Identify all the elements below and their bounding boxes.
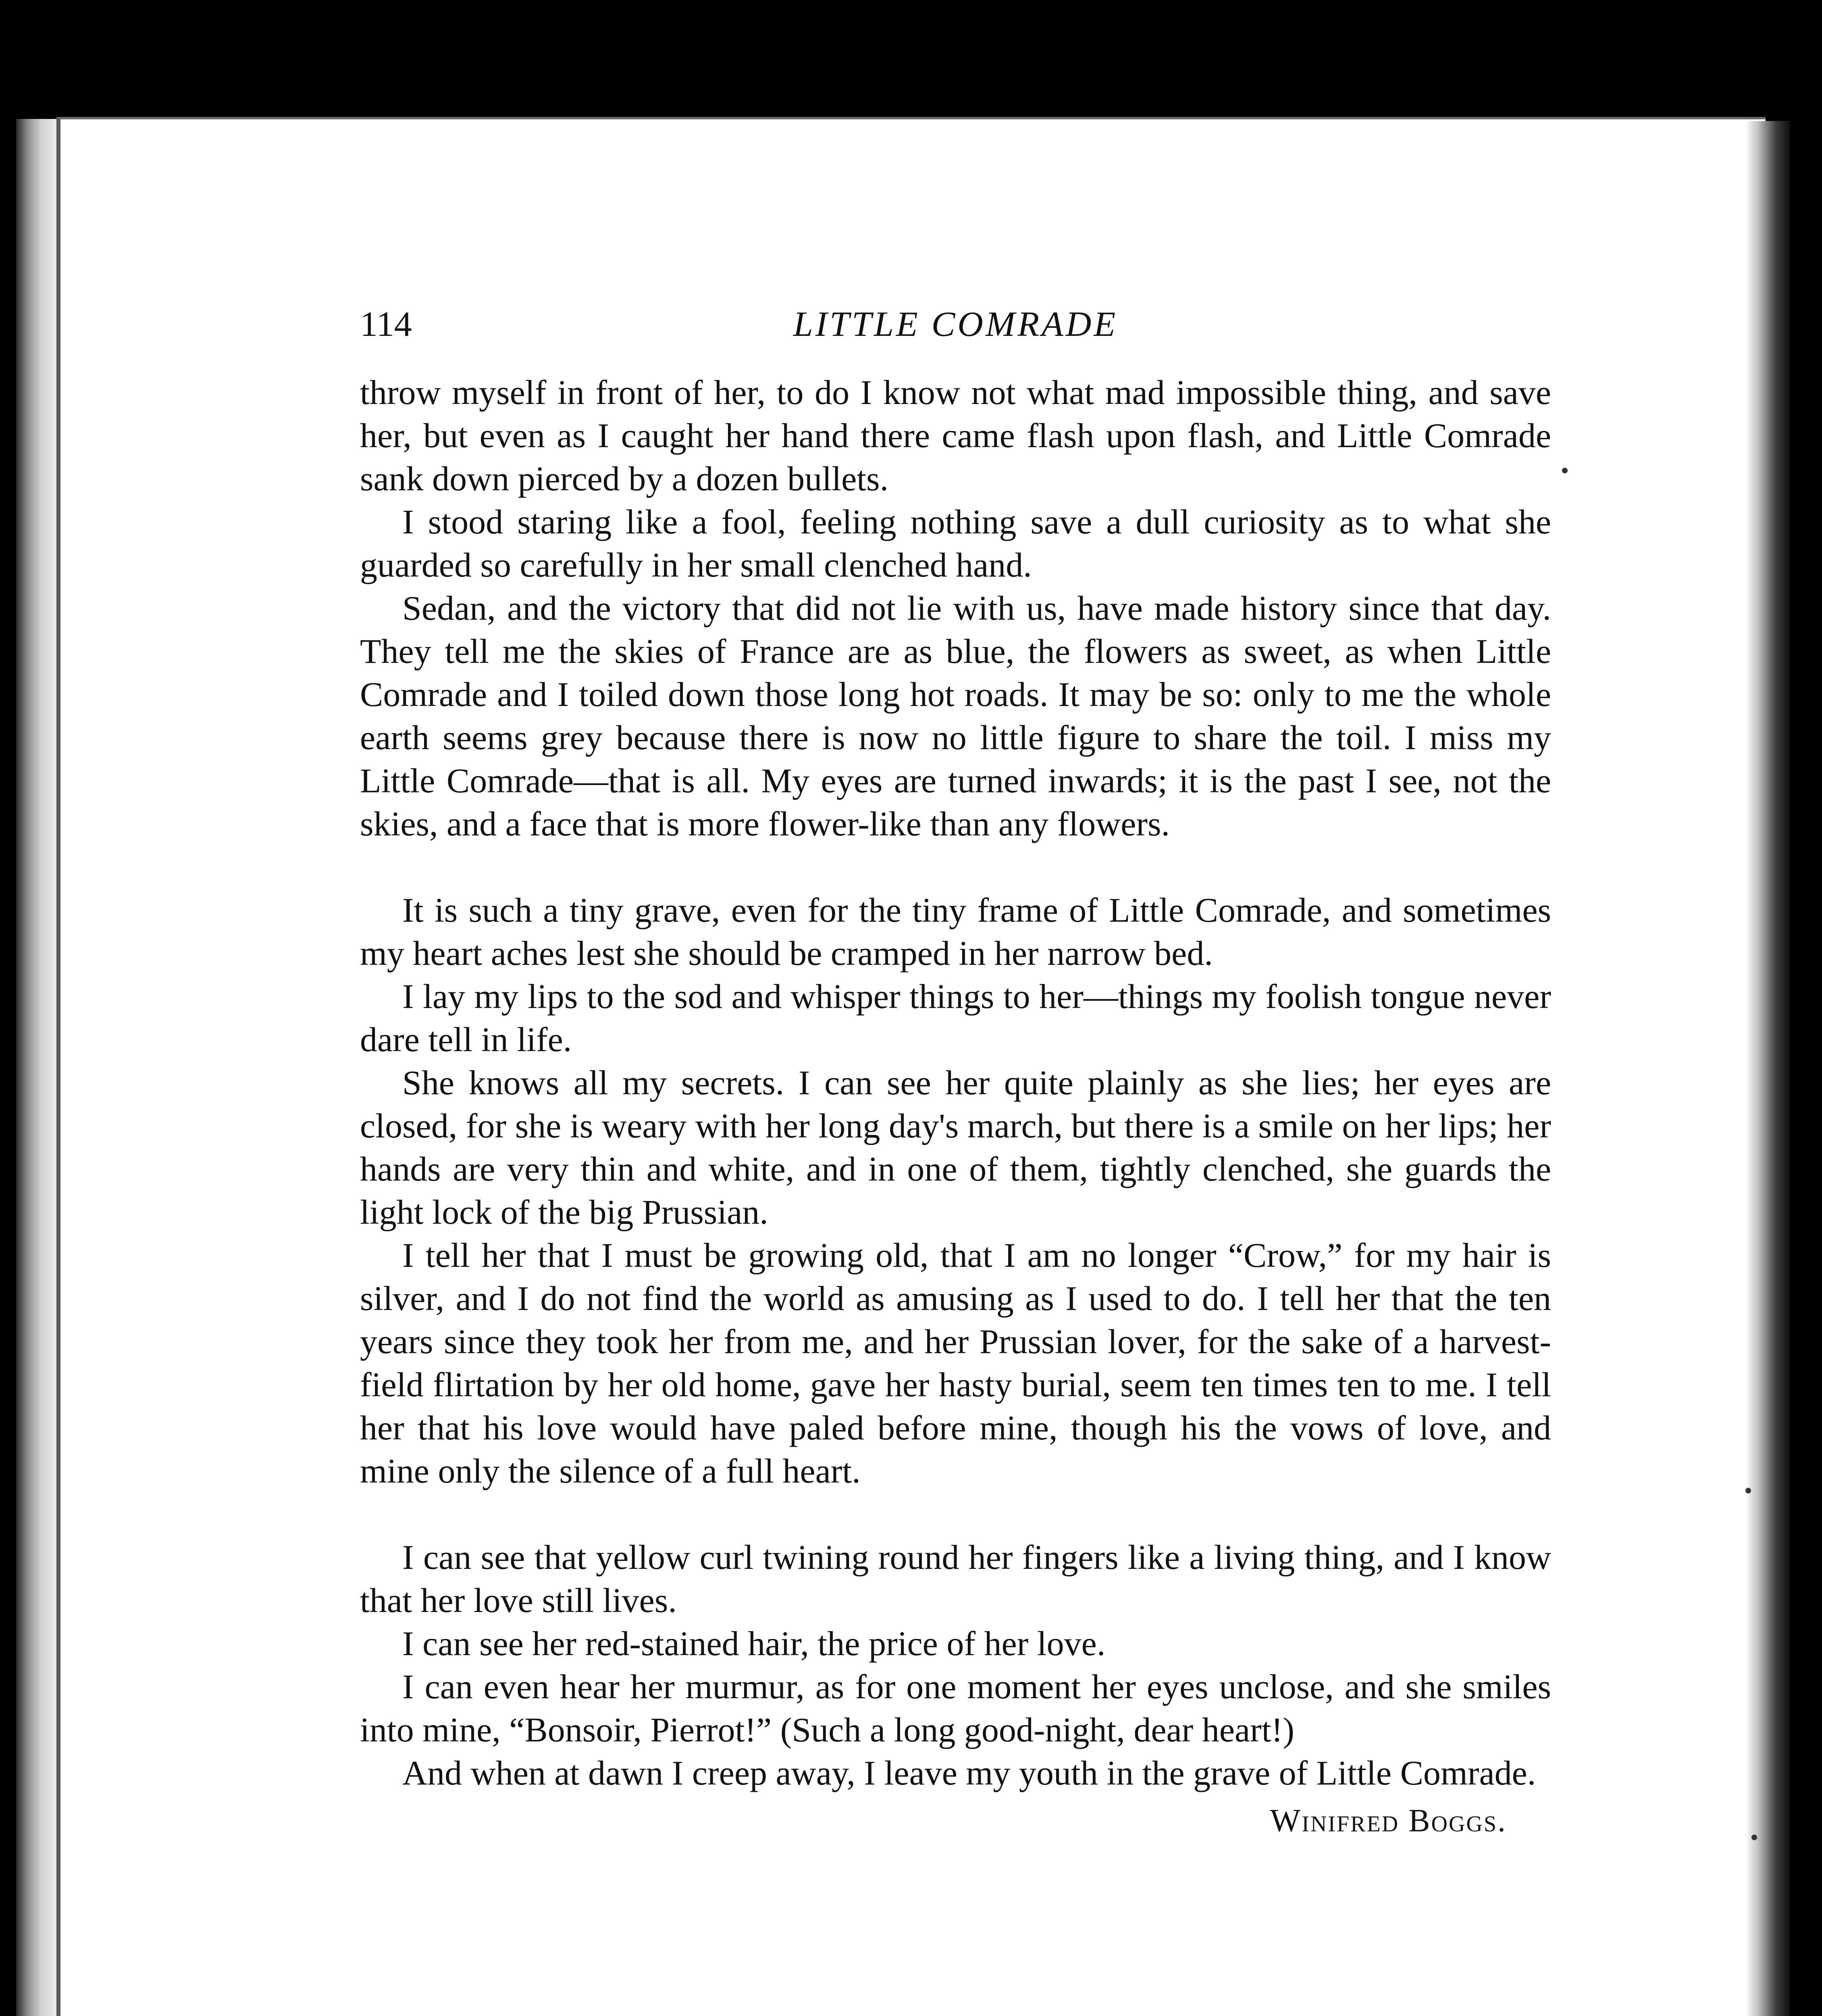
paragraph: And when at dawn I creep away, I leave my youth in the grave of Little Comrade. (402, 1754, 1536, 1792)
scan-speck (1751, 1835, 1757, 1840)
spine-shadow (1745, 121, 1790, 2016)
paragraph: I can see her red-stained hair, the price of her love. (402, 1624, 1106, 1663)
paragraph: I tell her that I must be growing old, that I am no longer “Crow,” for my hair is silver, and I do not find the world as amusing as I used to do. I tell her that the ten years since they took her from me, and her Prussian lover, for the sake of a harvest-field flirtation by her old home, gave her hasty burial, seem ten times ten to me. I tell her that his love would have paled before mine, though his the vows of love, and mine only the silence of a full heart. (360, 1236, 1551, 1490)
running-title: LITTLE COMRADE (793, 305, 1118, 344)
running-head (360, 298, 1551, 351)
paragraph: I lay my lips to the sod and whisper things to her—things my foolish tongue never dare tell in life. (360, 977, 1551, 1059)
scan-speck (1745, 1488, 1751, 1493)
paragraph: Sedan, and the victory that did not lie with us, have made history since that day. They tell me the skies of France are as blue, the flowers as sweet, as when Little Comrade and I toiled down those long hot roads. It may be so: only to me the whole earth seems grey because there is now no little figure to share the toil. I miss my Little Comrade—that is all. My eyes are turned inwards; it is the past I see, not the skies, and a face that is more flower-like than any flowers. (360, 589, 1551, 843)
paragraph: I can even hear her murmur, as for one moment her eyes unclose, and she smiles into mine, “Bonsoir, Pierrot!” (Such a long good-night, dear heart!) (360, 1667, 1551, 1749)
paragraph: throw myself in front of her, to do I know not what mad impossible thing, and save her, but even as I caught her hand there came flash upon flash, and Little Comrade sank down pierced by a dozen bullets. (360, 373, 1551, 498)
paragraph: She knows all my secrets. I can see her quite plainly as she lies; her eyes are closed, for she is weary with her long day's march, but there is a smile on her lips; her hands are very thin and white, and in one of them, tightly clenched, she guards the light lock of the big Prussian. (360, 1063, 1551, 1231)
scan-speck (1562, 468, 1568, 473)
paragraph: I can see that yellow curl twining round her fingers like a living thing, and I know that her love still lives. (360, 1538, 1551, 1620)
author-signature: Winifred Boggs. (1270, 1803, 1507, 1839)
paragraph: I stood staring like a fool, feeling nothing save a dull curiosity as to what she guarded so carefully in her small clenched hand. (360, 502, 1551, 584)
page-number: 114 (360, 305, 412, 344)
book-binding-edge (16, 119, 60, 2016)
body-text (360, 371, 1551, 1843)
paragraph: It is such a tiny grave, even for the tiny frame of Little Comrade, and sometimes my heart aches lest she should be cramped in her narrow bed. (360, 891, 1551, 973)
